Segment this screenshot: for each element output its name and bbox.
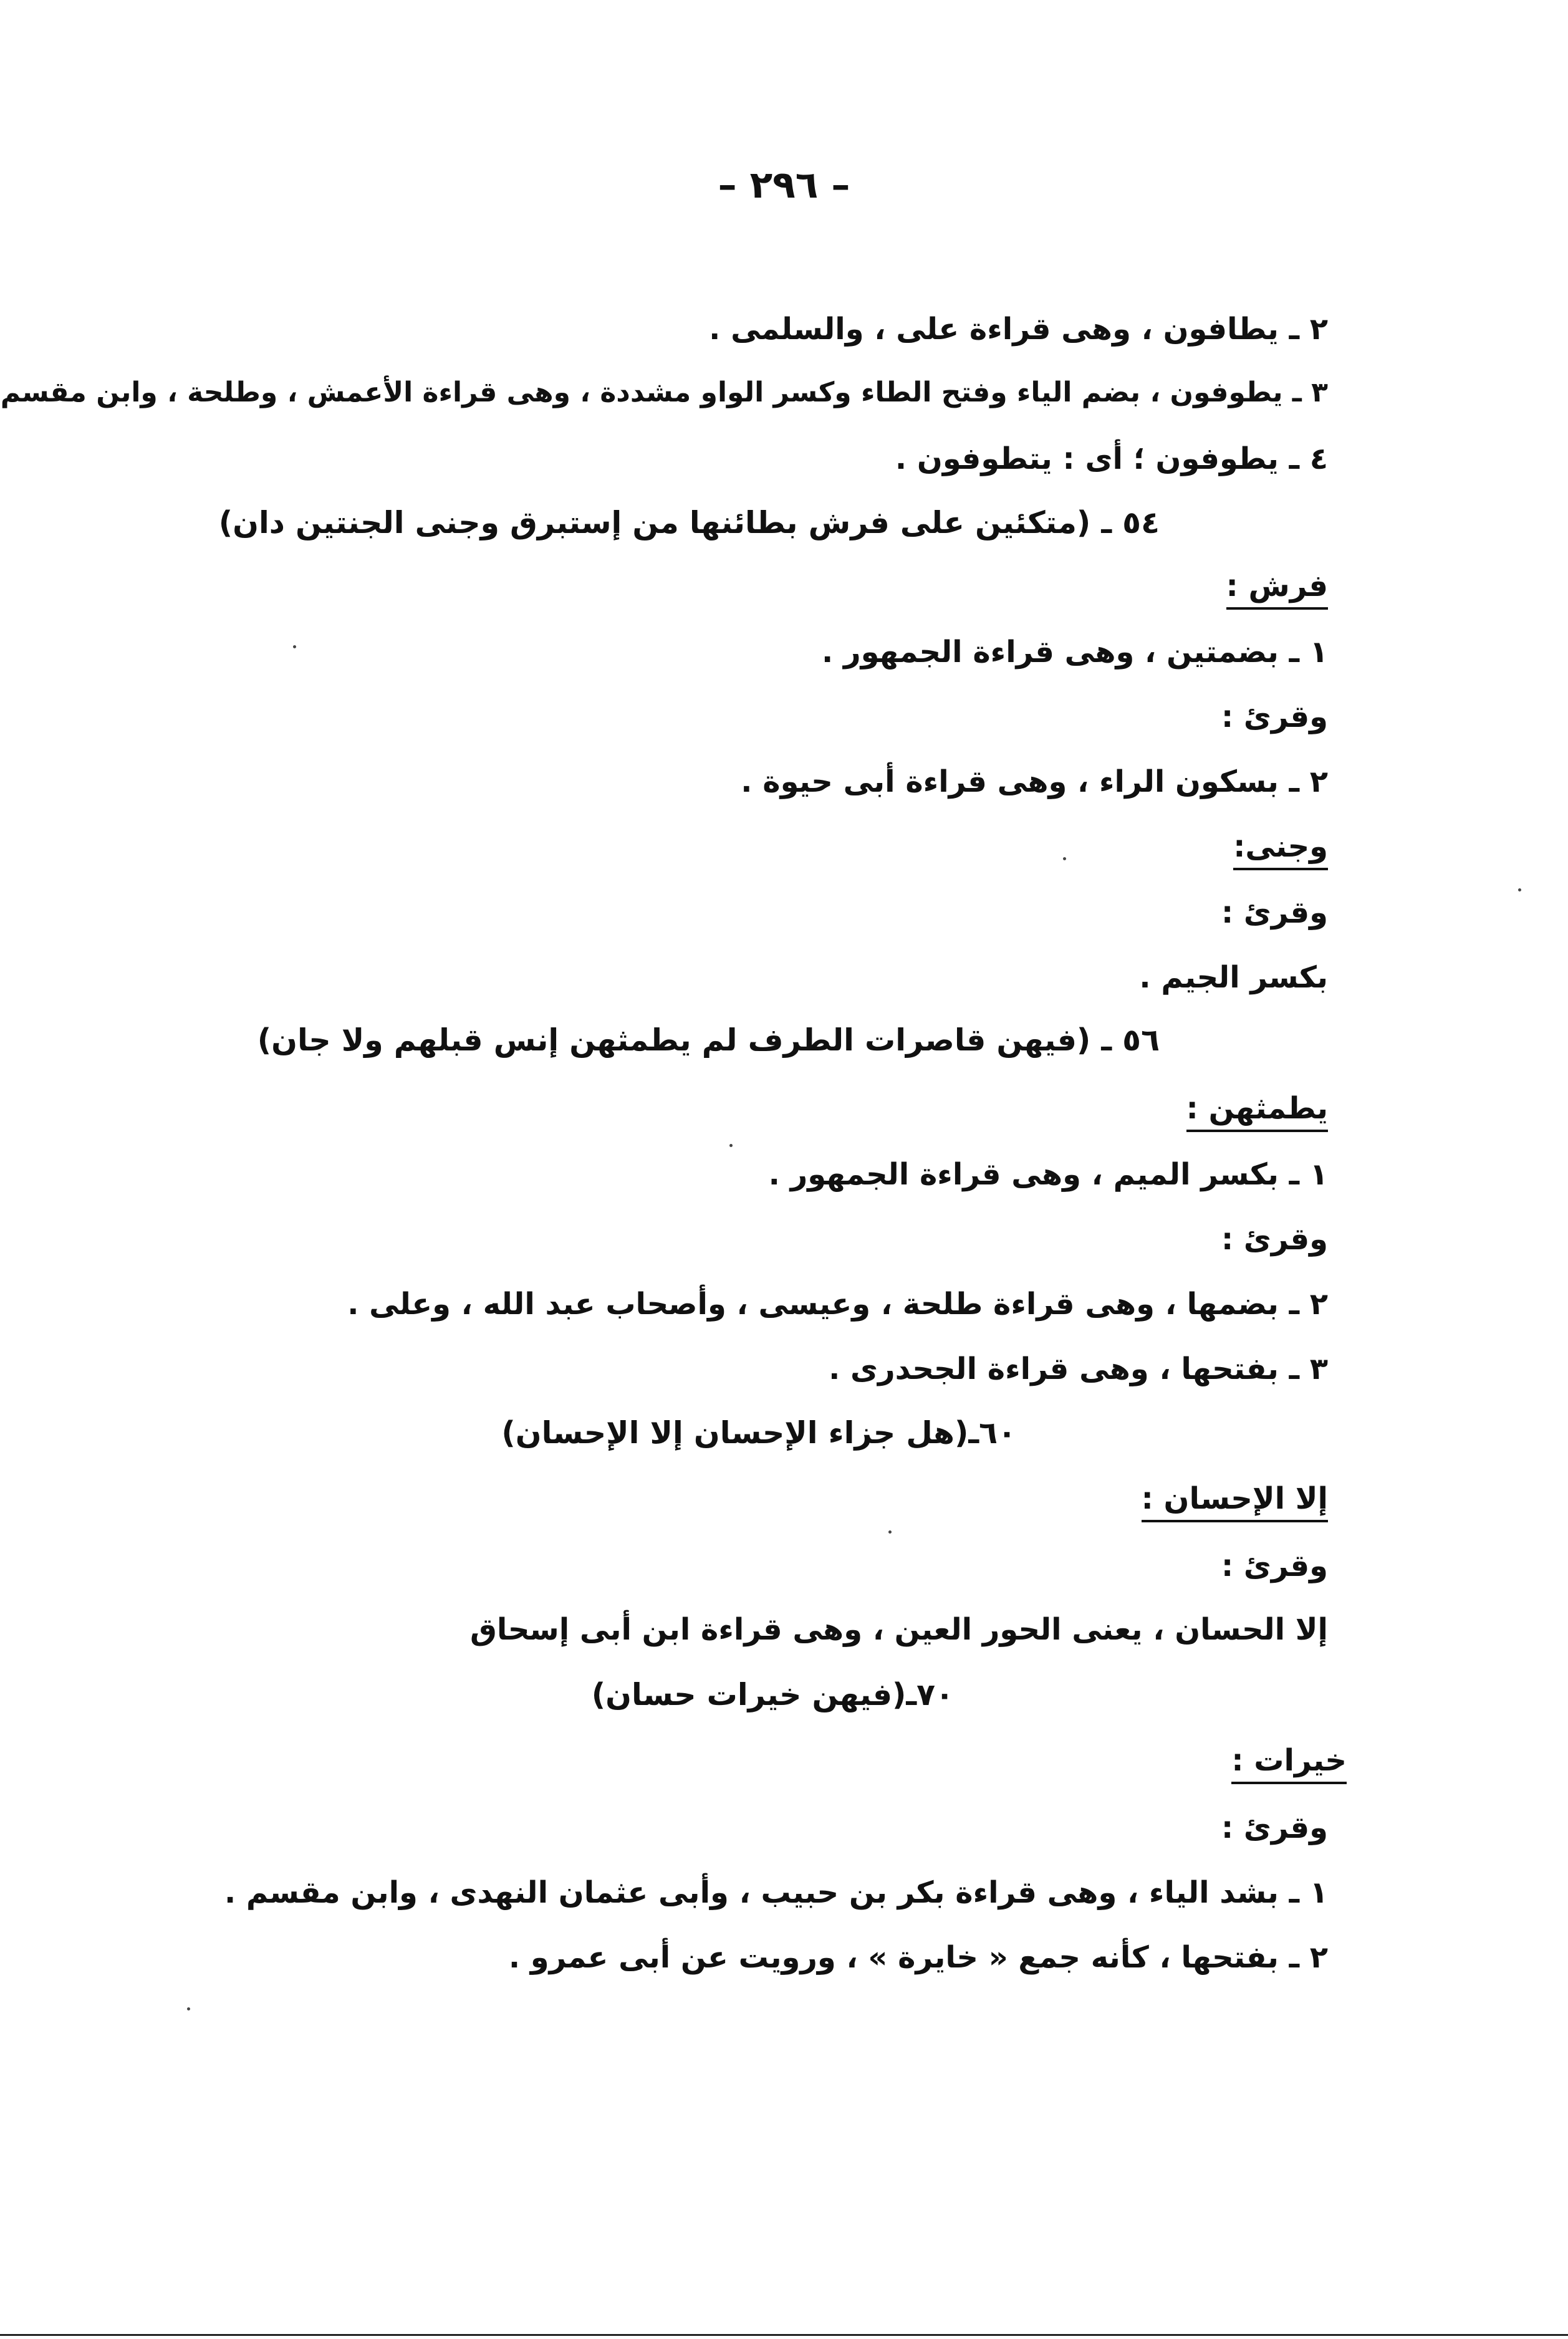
word-heading: إلا الإحسان : <box>1142 1481 1328 1522</box>
word-heading: فرش : <box>1226 569 1328 610</box>
text-line: ٢ ـ بفتحها ، كأنه جمع « خايرة » ، ورويت عن أبى عمرو . <box>508 1940 1328 1975</box>
text-line: ٢ ـ بضمها ، وهى قراءة طلحة ، وعيسى ، وأصحاب عبد الله ، وعلى . <box>347 1287 1328 1322</box>
text-line: ١ ـ بشد الياء ، وهى قراءة بكر بن حبيب ، وأبى عثمان النهدى ، وابن مقسم . <box>224 1875 1328 1910</box>
word-heading: خيرات : <box>1231 1743 1347 1784</box>
quran-verse: ٥٦ ـ (فيهن قاصرات الطرف لم يطمثهن إنس قبلهم ولا جان) <box>257 1022 1160 1058</box>
quran-verse: ٥٤ ـ (متكئين على فرش بطائنها من إستبرق وجنى الجنتين دان) <box>218 505 1160 540</box>
scan-speck <box>187 2007 190 2010</box>
word-heading: وجنى: <box>1233 829 1328 870</box>
text-line: ٣ ـ يطوفون ، بضم الياء وفتح الطاء وكسر الواو مشددة ، وهى قراءة الأعمش ، وطلحة ، وابن مقسم <box>0 377 1328 408</box>
text-line: وقرئ : <box>1221 1810 1328 1845</box>
word-heading: يطمثهن : <box>1186 1091 1328 1132</box>
text-line: وقرئ : <box>1221 1222 1328 1257</box>
text-line: بكسر الجيم . <box>1139 960 1328 995</box>
scan-speck <box>1063 857 1066 860</box>
page-number: – ٢٩٦ – <box>718 163 850 207</box>
scan-speck <box>1518 888 1521 891</box>
bottom-edge-rule <box>0 2334 1568 2336</box>
text-line: وقرئ : <box>1221 699 1328 734</box>
quran-verse: ٦٠ـ(هل جزاء الإحسان إلا الإحسان) <box>501 1415 1016 1451</box>
text-line: ٢ ـ يطافون ، وهى قراءة على ، والسلمى . <box>709 312 1328 347</box>
text-line: وقرئ : <box>1221 895 1328 930</box>
scan-speck <box>729 1144 733 1147</box>
scan-speck <box>888 1530 892 1534</box>
text-line: ٢ ـ بسكون الراء ، وهى قراءة أبى حيوة . <box>741 764 1328 799</box>
text-line: ١ ـ بكسر الميم ، وهى قراءة الجمهور . <box>768 1157 1328 1192</box>
text-line: وقرئ : <box>1221 1549 1328 1583</box>
quran-verse: ٧٠ـ(فيهن خيرات حسان) <box>591 1677 954 1712</box>
text-line: ١ ـ بضمتين ، وهى قراءة الجمهور . <box>822 635 1328 670</box>
scan-speck <box>293 645 296 648</box>
text-line: ٤ ـ يطوفون ؛ أى : يتطوفون . <box>895 441 1328 476</box>
text-line: ٣ ـ بفتحها ، وهى قراءة الجحدرى . <box>829 1352 1328 1386</box>
text-line: إلا الحسان ، يعنى الحور العين ، وهى قراءة ابن أبى إسحاق <box>469 1612 1328 1647</box>
